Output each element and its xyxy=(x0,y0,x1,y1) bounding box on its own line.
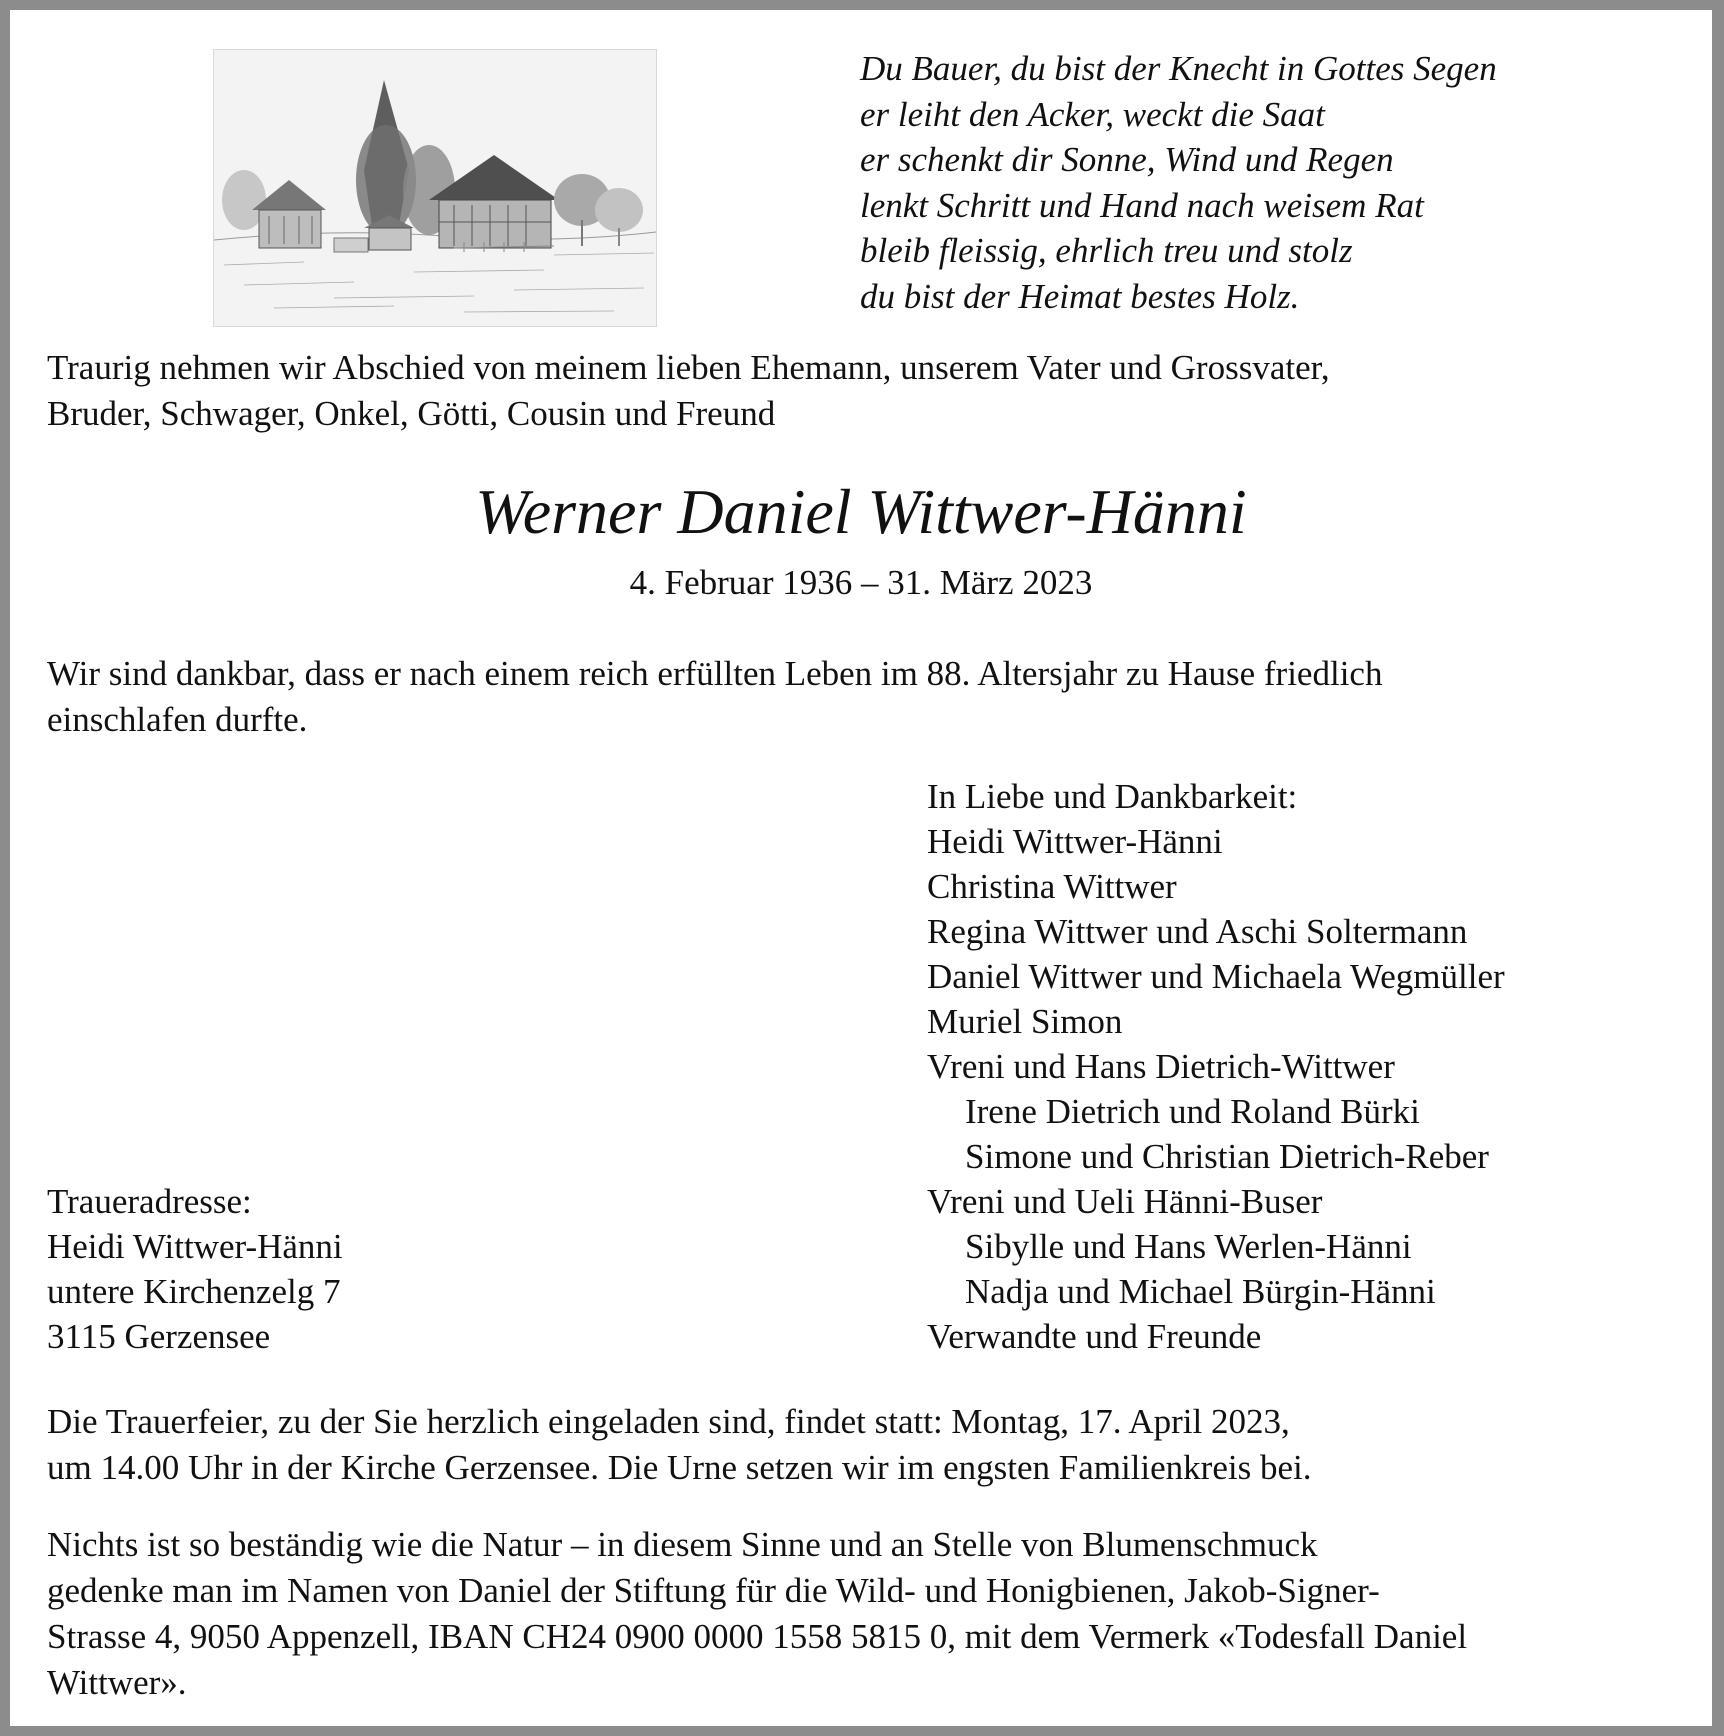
mourner-name: Vreni und Ueli Hänni-Buser xyxy=(927,1182,1323,1221)
donation-text xyxy=(47,1522,1467,1706)
verse-line: du bist der Heimat bestes Holz. xyxy=(860,276,1300,316)
mourner-name: Muriel Simon xyxy=(927,1002,1123,1041)
farmhouse-drawing xyxy=(213,49,657,327)
mourner-name: Sibylle und Hans Werlen-Hänni xyxy=(965,1227,1412,1266)
verse-line: lenkt Schritt und Hand nach weisem Rat xyxy=(860,185,1424,225)
gratitude-line: einschlafen durfte. xyxy=(47,700,308,739)
mourner-name: Verwandte und Freunde xyxy=(927,1317,1262,1356)
mourner-name: Simone und Christian Dietrich-Reber xyxy=(965,1137,1489,1176)
mourner-name: Heidi Wittwer-Hänni xyxy=(927,822,1223,861)
address-street: untere Kirchenzelg 7 xyxy=(47,1272,341,1311)
mourner-name: Christina Wittwer xyxy=(927,867,1177,906)
mourner-name: Regina Wittwer und Aschi Soltermann xyxy=(927,912,1468,951)
mourner-name: Vreni und Hans Dietrich-Wittwer xyxy=(927,1047,1395,1086)
donation-line: Wittwer». xyxy=(47,1663,187,1702)
mourners-list xyxy=(927,774,1505,1359)
gratitude-text xyxy=(47,651,1382,743)
deceased-name: Werner Daniel Wittwer-Hänni xyxy=(475,476,1247,547)
address-city: 3115 Gerzensee xyxy=(47,1317,271,1356)
verse xyxy=(860,46,1497,319)
mourning-address xyxy=(47,1179,343,1359)
address-name: Heidi Wittwer-Hänni xyxy=(47,1227,343,1266)
verse-line: er leiht den Acker, weckt die Saat xyxy=(860,94,1325,134)
obituary-notice xyxy=(10,10,1712,1726)
intro-line: Bruder, Schwager, Onkel, Götti, Cousin und Freund xyxy=(47,394,776,433)
address-label: Traueradresse: xyxy=(47,1182,252,1221)
service-line: Die Trauerfeier, zu der Sie herzlich eingeladen sind, findet statt: Montag, 17. April 2023, xyxy=(47,1402,1290,1441)
service-text xyxy=(47,1399,1311,1491)
gratitude-line: Wir sind dankbar, dass er nach einem reich erfüllten Leben im 88. Altersjahr zu Hause friedlich xyxy=(47,654,1383,693)
intro-text xyxy=(47,345,1330,437)
verse-line: er schenkt dir Sonne, Wind und Regen xyxy=(860,140,1394,179)
life-dates: 4. Februar 1936 – 31. März 2023 xyxy=(629,563,1093,602)
donation-line: gedenke man im Namen von Daniel der Stiftung für die Wild- und Honigbienen, Jakob-Signer- xyxy=(47,1571,1380,1610)
service-line: um 14.00 Uhr in der Kirche Gerzensee. Die Urne setzen wir im engsten Familienkreis bei. xyxy=(47,1448,1312,1487)
intro-line: Traurig nehmen wir Abschied von meinem lieben Ehemann, unserem Vater und Grossvater, xyxy=(47,348,1330,387)
mourner-name: Irene Dietrich und Roland Bürki xyxy=(965,1092,1420,1131)
donation-line: Strasse 4, 9050 Appenzell, IBAN CH24 0900 0000 1558 5815 0, mit dem Vermerk «Todesfall Daniel xyxy=(47,1617,1468,1656)
mourners-heading: In Liebe und Dankbarkeit: xyxy=(927,777,1298,816)
mourner-name: Daniel Wittwer und Michaela Wegmüller xyxy=(927,957,1505,996)
farmhouse-sketch-icon xyxy=(214,50,656,326)
donation-line: Nichts ist so beständig wie die Natur – in diesem Sinne und an Stelle von Blumenschmuck xyxy=(47,1525,1318,1564)
verse-line: Du Bauer, du bist der Knecht in Gottes Segen xyxy=(860,49,1497,88)
mourner-name: Nadja und Michael Bürgin-Hänni xyxy=(965,1272,1436,1311)
verse-line: bleib fleissig, ehrlich treu und stolz xyxy=(860,231,1353,270)
